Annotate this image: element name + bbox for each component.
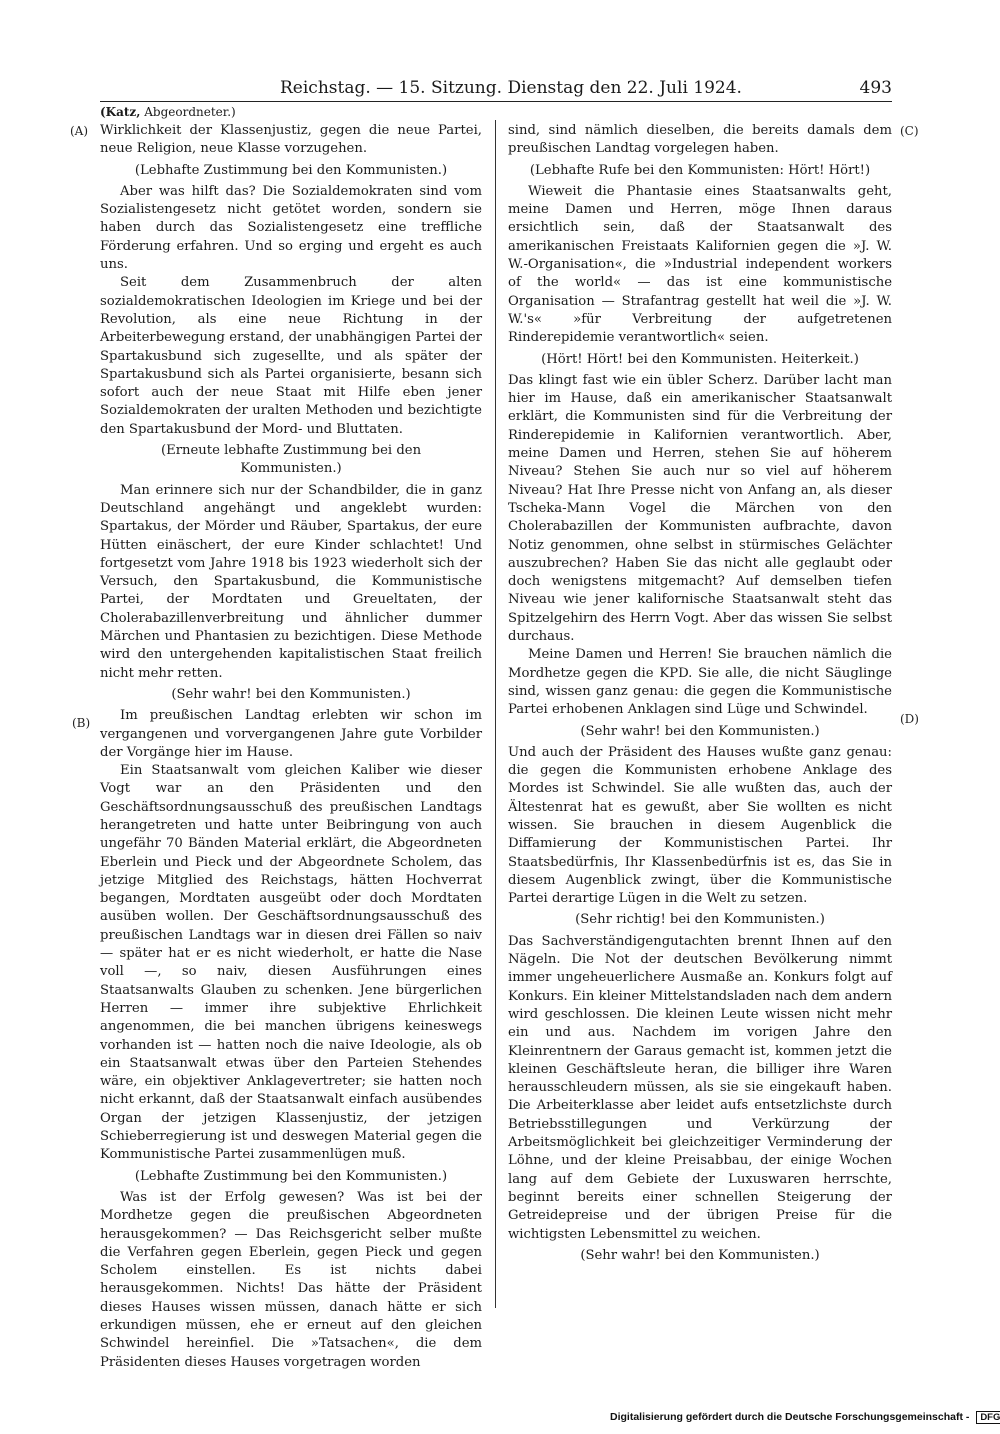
paragraph: Das klingt fast wie ein übler Scherz. Darüber lacht man hier im Hause, daß ein amerikanischer Staatsanwalt erklärt, die Kommunisten sind für die Verbreitung der Rinderepidemie in Kalifornien verantwortlich. Aber, meine Damen und Herren, stehen Sie auf höherem Niveau? Stehen Sie auch nur so viel auf höherem Niveau? Hat Ihre Presse nicht von Anfang an, als dieser Tscheka-Mann Vogel die Märchen von den Cholerabazillen der Kommunisten aufbrachte, davon Notiz genommen, ohne selbst in stürmisches Gelächter auszubrechen? Haben Sie das nicht alle geglaubt oder doch wenigstens mitgemacht? Auf demselben tiefen Niveau wie jener kalifornische Staatsanwalt steht das Spitzelgehirn des Herrn Vogt. Aber das wissen Sie selbst durchaus. — [508, 372, 892, 645]
interjection: (Hört! Hört! bei den Kommunisten. Heiterkeit.) — [541, 351, 859, 367]
paragraph: Meine Damen und Herren! Sie brauchen nämlich die Mordhetze gegen die KPD. Sie alle, die nicht Säuglinge sind, wissen ganz genau: die gegen die Kommunistische Partei erhobenen Anklagen sind Lüge und Schwindel. — [508, 647, 892, 718]
paragraph: Das Sachverständigengutachten brennt Ihnen auf den Nägeln. Die Not der deutschen Bevölkerung nimmt immer ungeheuerlichere Ausmaße an. Konkurs folgt auf Konkurs. Ein kleiner Mittelstandsladen nach dem andern wird geschlossen. Die kleinen Leute wissen nicht mehr ein und aus. Nachdem im vorigen Jahre den Kleinrentnern der Garaus gemacht ist, kommen jetzt die kleinen Geschäftsleute heran, die billiger ihre Waren herausschleudern müssen, als sie sie eingekauft haben. Die Arbeiterklasse aber leidet aufs entsetzlichste durch Betriebsstillegungen und Verkürzung der Arbeitsmöglichkeit bei gleichzeitiger Verminderung der Löhne, und der kleine Preisabbau, der einige Wochen lang auf dem Gebiete der Luxuswaren herrschte, beginnt bereits einer schnellen Steigerung der Getreidepreise und der übrigen Preise für die wichtigsten Lebensmittel zu weichen. — [508, 933, 892, 1242]
margin-marker-d: (D) — [900, 712, 919, 726]
margin-marker-b: (B) — [72, 716, 91, 730]
interjection: (Sehr wahr! bei den Kommunisten.) — [580, 1247, 820, 1263]
page-header — [100, 76, 892, 100]
paragraph: Man erinnere sich nur der Schandbilder, die in ganz Deutschland angehängt und angeklebt wurden: Spartakus, der Mörder und Räuber, Spartakus, der eure Hütten einäschert, der eure Kinder schlachtet! Und fortgesetzt vom Jahre 1918 bis 1923 wiederholt sich der Versuch, den Spartakusbund, die Kommunistische Partei, der Mordtaten und Greueltaten, der Cholerabazillenverbreitung und ähnlicher dummer Märchen und Phantasien zu bezichtigen. Diese Methode wird den untergehenden kapitalistischen Staat freilich nicht mehr retten. — [100, 482, 482, 681]
right-column — [508, 122, 892, 1268]
left-column — [100, 122, 482, 1372]
paragraph: Wieweit die Phantasie eines Staatsanwalts geht, meine Damen und Herren, möge Ihnen daraus ersichtlich sein, daß der Staatsanwalt des amerikanischen Freistaats Kalifornien gegen die »J. W. W.-Organisation«, die »Industrial independent workers of the world« — das ist eine kommunistische Organisation — Strafantrag gestellt hat weil die »J. W. W.'s« »für Verbreitung der aufgetretenen Rinderepidemie verantwortlich« seien. — [508, 183, 892, 346]
speaker-line — [100, 105, 236, 119]
paragraph: Was ist der Erfolg gewesen? Was ist bei der Mordhetze gegen die preußischen Abgeordneten herausgekommen? — Das Reichsgericht selber mußte die Verfahren gegen Eberlein, gegen Pieck und gegen Scholem einstellen. Es ist nichts dabei herausgekommen. Nichts! Das hätte der Präsident dieses Hauses wissen müssen, danach hätte er sich erkundigen müssen, ehe er erneut auf den gleichen Schwindel hereinfiel. Die »Tatsachen«, die dem Präsidenten dieses Hauses vorgetragen worden — [100, 1189, 482, 1370]
header-rule — [100, 101, 892, 102]
margin-marker-a: (A) — [70, 124, 89, 138]
interjection: (Erneute lebhafte Zustimmung bei den Kommunisten.) — [160, 443, 422, 477]
interjection: (Sehr richtig! bei den Kommunisten.) — [575, 912, 825, 928]
paragraph: sind, sind nämlich dieselben, die bereits damals dem preußischen Landtag vorgelegen haben. — [508, 123, 892, 157]
speaker-name: (Katz, — [100, 105, 141, 119]
dfg-logo: DFG — [976, 1411, 1000, 1424]
interjection: (Lebhafte Zustimmung bei den Kommunisten.) — [134, 1168, 448, 1184]
running-title: Reichstag. — 15. Sitzung. Dienstag den 22. Juli 1924. — [280, 78, 742, 98]
paragraph: Seit dem Zusammenbruch der alten sozialdemokratischen Ideologien im Kriege und bei der Revolution, als eine neue Richtung in der Arbeiterbewegung erstand, der unabhängigen Partei der Spartakusbund sich zugesellte, und als später der Spartakusbund sich als Partei organisierte, besann sich sofort auch der neue Staat mit Hilfe eben jener Sozialdemokraten der uralten Methoden und bezichtigte den Spartakusbund der Mord- und Bluttaten. — [100, 275, 482, 437]
column-divider — [495, 120, 496, 1308]
interjection: (Lebhafte Zustimmung bei den Kommunisten.) — [134, 162, 448, 178]
margin-marker-c: (C) — [900, 124, 919, 138]
speaker-role: Abgeordneter.) — [144, 105, 236, 119]
footer-credit: Digitalisierung gefördert durch die Deutsche Forschungsgemeinschaft - — [610, 1411, 970, 1423]
paragraph: Und auch der Präsident des Hauses wußte ganz genau: die gegen die Kommunisten erhobene Anklage des Mordes ist Schwindel. Sie alle wußten das, auch der Ältestenrat hat es gewußt, aber Sie wollten es nicht wissen. Sie brauchen in diesem Augenblick die Diffamierung der Kommunistischen Partei. Ihr Staatsbedürfnis, Ihr Klassenbedürfnis ist es, das Sie in diesem Augenblick zwingt, über die Kommunistische Partei derartige Lügen in die Welt zu setzen. — [508, 744, 892, 907]
interjection: (Lebhafte Rufe bei den Kommunisten: Hört! Hört!) — [529, 162, 871, 178]
paragraph: Im preußischen Landtag erlebten wir schon im vergangenen und vorvergangenen Jahre gute Vorbilder der Vorgänge hier im Hause. — [100, 708, 482, 760]
paragraph: Aber was hilft das? Die Sozialdemokraten sind vom Sozialistengesetz nicht getötet worden, sondern sie haben durch das Sozialistengesetz eine treffliche Förderung erfahren. Und so erging und ergeht es auch uns. — [100, 183, 482, 273]
interjection: (Sehr wahr! bei den Kommunisten.) — [580, 723, 820, 739]
paragraph: Wirklichkeit der Klassenjustiz, gegen die neue Partei, neue Religion, neue Klasse vorzugehen. — [100, 123, 482, 157]
paragraph: Ein Staatsanwalt vom gleichen Kaliber wie dieser Vogt war an den Präsidenten und den Geschäftsordnungsausschuß des preußischen Landtags herangetreten und hatte unter Beibringung von auch ungefähr 70 Bänden Material erklärt, die Abgeordneten Eberlein und Pieck und der Abgeordnete Scholem, das jetzige Mitglied des Reichstags, hätten Hochverrat begangen, Mordtaten ausgeübt oder doch Mordtaten ausüben wollen. Der Geschäftsordnungsausschuß des preußischen Landtags war in diesen drei Fällen so naiv — später hat er es nicht wiederholt, er hatte die Nase voll —, so naiv, diesen Ausführungen eines Staatsanwalts Glauben zu schenken. Jene bürgerlichen Herren — immer ihre subjektive Ehrlichkeit angenommen, die bei manchen übrigens keineswegs vorhanden ist — hatten noch die naive Ideologie, als ob ein Staatsanwalt etwas über den Parteien Stehendes wäre, ein objektiver Anklagevertreter; sie hatten noch nicht erkannt, daß der Staatsanwalt einfach ausübendes Organ der jetzigen Klassenjustiz, der jetzigen Schieberregierung ist und deswegen Material gegen die Kommunistische Partei zusammenlügen muß. — [100, 763, 482, 1163]
digitization-footer — [610, 1411, 1000, 1429]
interjection: (Sehr wahr! bei den Kommunisten.) — [171, 686, 411, 702]
page-number: 493 — [859, 78, 892, 98]
